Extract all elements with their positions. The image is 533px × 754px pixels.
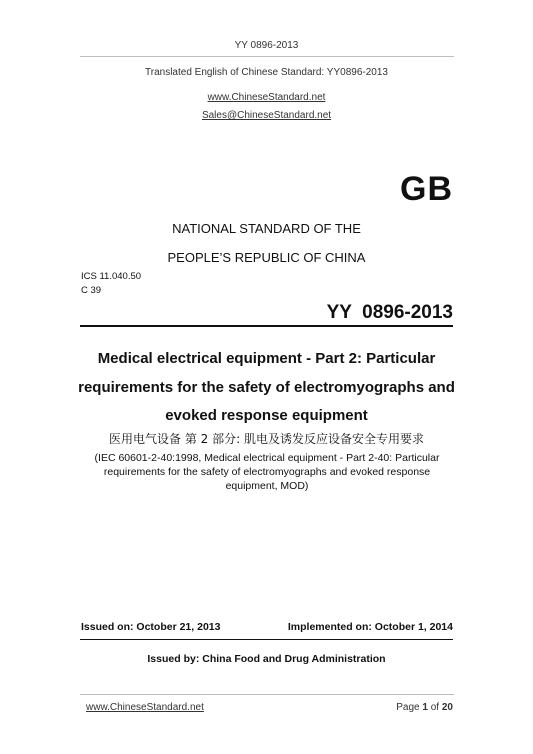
translated-notice: Translated English of Chinese Standard: YY0896-2013 (145, 67, 388, 78)
title-chinese: 医用电气设备 第 2 部分: 肌电及诱发反应设备安全专用要求 (109, 432, 424, 446)
adoption-note (92, 451, 442, 493)
page-of: of (427, 702, 442, 713)
website-link[interactable]: www.ChineseStandard.net (207, 92, 326, 103)
page-current: 1 (422, 702, 428, 713)
ics-code: ICS 11.040.50 (81, 271, 142, 282)
page-indicator (396, 702, 453, 713)
ccs-code: C 39 (81, 285, 102, 296)
page-total: 20 (441, 702, 453, 713)
implemented-on-date: Implemented on: October 1, 2014 (287, 621, 453, 633)
running-header-title: YY 0896-2013 (234, 40, 299, 51)
title-divider (80, 325, 453, 327)
standard-number: YY 0896-2013 (326, 302, 453, 323)
header-divider (80, 56, 454, 57)
adoption-note-line-3: equipment, MOD) (225, 480, 309, 492)
issued-on-date: Issued on: October 21, 2013 (81, 621, 221, 633)
issuing-authority: Issued by: China Food and Drug Administration (147, 653, 386, 665)
gb-mark: GB (400, 170, 453, 208)
title-english-line-3: evoked response equipment (165, 407, 368, 424)
email-link[interactable]: Sales@ChineseStandard.net (201, 110, 332, 121)
adoption-note-line-1: (IEC 60601-2-40:1998, Medical electrical equipment - Part 2-40: Particular (94, 452, 440, 464)
dates-divider (80, 639, 453, 640)
title-english (70, 345, 463, 431)
national-standard-line-2: PEOPLE’S REPUBLIC OF CHINA (167, 250, 366, 265)
footer-website-link[interactable]: www.ChineseStandard.net (86, 702, 204, 713)
footer-divider (80, 694, 454, 695)
title-english-line-1: Medical electrical equipment - Part 2: Particular (97, 350, 436, 367)
national-standard-line-1: NATIONAL STANDARD OF THE (172, 221, 361, 236)
page-prefix: Page (396, 702, 423, 713)
adoption-note-line-2: requirements for the safety of electromyographs and evoked response (103, 466, 431, 478)
title-english-line-2: requirements for the safety of electromyographs and (78, 378, 455, 396)
